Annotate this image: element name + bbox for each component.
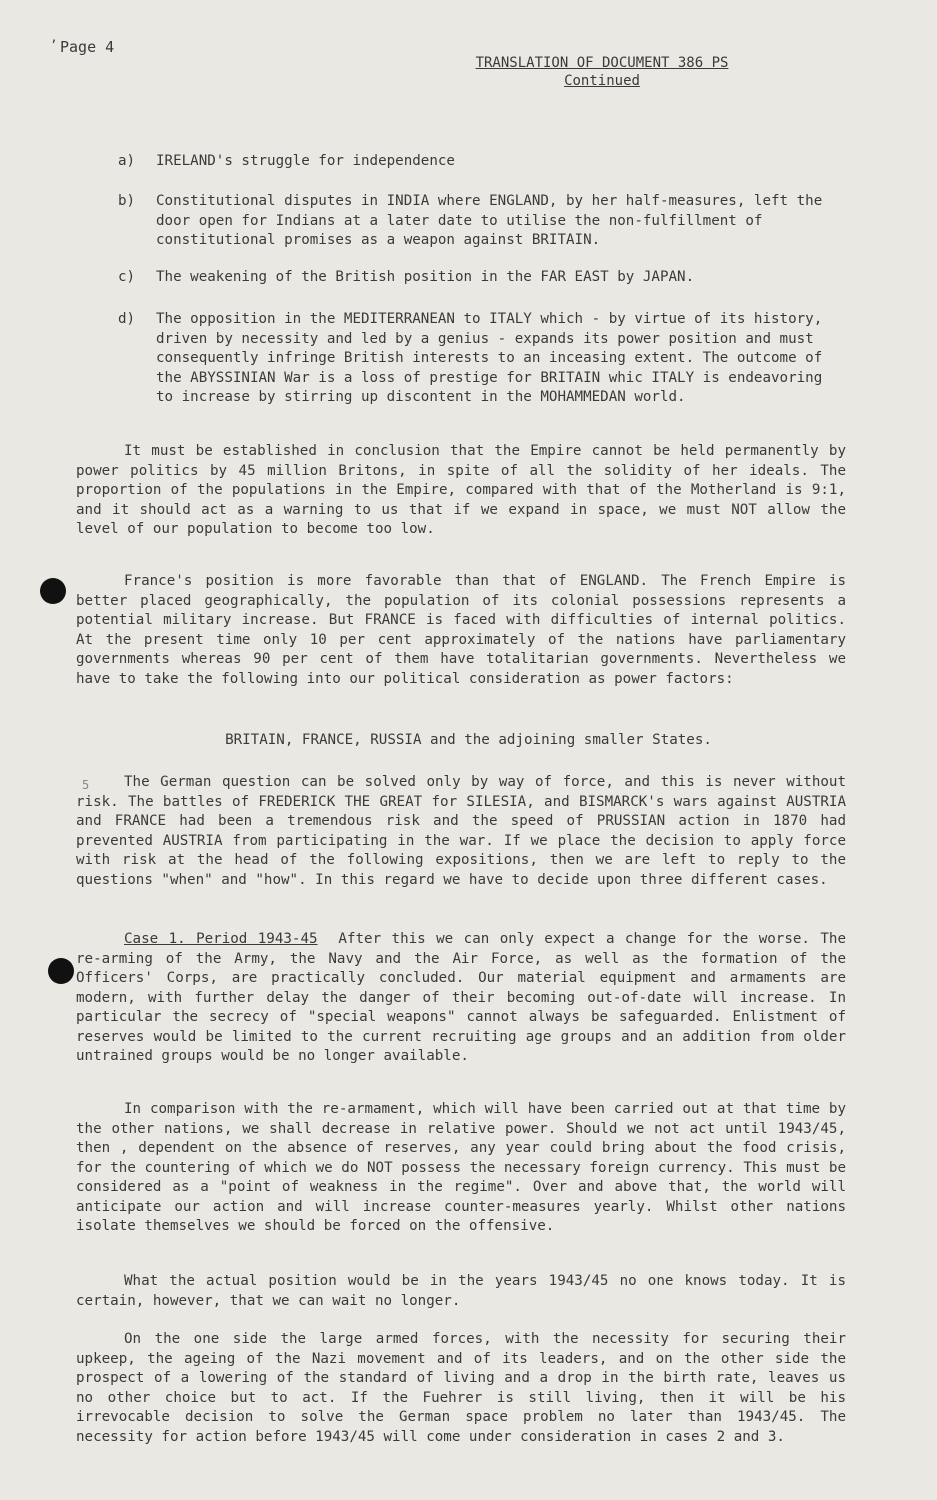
list-item-label: b) bbox=[118, 193, 136, 209]
paragraph-france: France's position is more favorable than that of ENGLAND. The French Empire is better placed geographically, the population of its colonial possessions represents a potential military increase. But FRANCE is faced with difficulties of internal politics. At the present time only 10 per cent approximately of the nations have parliamentary governments whereas 90 per cent of them have totalitarian governments. Nevertheless we have to take the following into our political consideration as power factors: bbox=[76, 573, 846, 687]
header-title: TRANSLATION OF DOCUMENT 386 PS bbox=[475, 55, 729, 71]
paragraph-actual-position: What the actual position would be in the years 1943/45 no one knows today. It is certain, however, that we can wait no longer. bbox=[76, 1273, 846, 1309]
case-1-heading: Case 1. Period 1943-45 bbox=[124, 931, 318, 947]
punch-hole-icon bbox=[48, 958, 74, 984]
paragraph-comparison: In comparison with the re-armament, which will have been carried out at that time by the other nations, we shall decrease in relative power. Should we not act until 1943/45, then , dependent on the absence of reserves, any year could bring about the food crisis, for the countering of which we do NOT possess the necessary foreign currency. This must be considered as a "point of weakness in the regime". Over and above that, the world will anticipate our action and will increase counter-measures yearly. Whilst other nations isolate themselves we should be forced on the offensive. bbox=[76, 1101, 846, 1234]
list-item-text: Constitutional disputes in INDIA where ENGLAND, by her half-measures, left the door open for Indians at a later date to utilise the non-fulfillment of constitutional promises as a weapon against BRITAIN. bbox=[156, 193, 823, 248]
list-item-text: The opposition in the MEDITERRANEAN to ITALY which - by virtue of its history, driven by necessity and led by a genius - expands its power position and must consequently infringe British interests to an inceasing extent. The outcome of the ABYSSINIAN War is a loss of prestige for BRITAIN whic ITALY is endeavoring to increase by stirring up discontent in the MOHAMMEDAN world. bbox=[156, 311, 823, 405]
document-header bbox=[452, 54, 752, 90]
paragraph-empire: It must be established in conclusion that the Empire cannot be held permanently by power politics by 45 million Britons, in spite of all the solidity of her ideals. The proportion of the populations in the Empire, compared with that of the Motherland is 9:1, and it should act as a warning to us that if we expand in space, we must NOT allow the level of our population to become too low. bbox=[76, 443, 846, 537]
punch-hole-icon bbox=[40, 578, 66, 604]
stray-mark-icon: ’ bbox=[50, 38, 58, 52]
case-1-text: After this we can only expect a change for the worse. The re-arming of the Army, the Navy and the Air Force, as well as the formation of the Officers' Corps, are practically concluded. Our material equipment and armaments are modern, with further delay the danger of their becoming out-of-date will increase. In particular the secrecy of "special weapons" cannot always be safeguarded. Enlistment of reserves would be limited to the current recruiting age groups and an addition from older untrained groups would be no longer available. bbox=[76, 931, 846, 1064]
margin-mark: 5 bbox=[82, 778, 90, 792]
list-item-label: c) bbox=[118, 269, 136, 285]
header-subtitle: Continued bbox=[564, 73, 640, 89]
page-number-text: Page 4 bbox=[60, 38, 115, 56]
power-factors-line: BRITAIN, FRANCE, RUSSIA and the adjoining smaller States. bbox=[225, 732, 712, 748]
list-item-text: The weakening of the British position in the FAR EAST by JAPAN. bbox=[156, 269, 695, 285]
page-number bbox=[50, 38, 115, 56]
paragraph-one-side: On the one side the large armed forces, with the necessity for securing their upkeep, the ageing of the Nazi movement and of its leaders, and on the other side the prospect of a lowering of the standard of living and a drop in the birth rate, leaves us no other choice but to act. If the Fuehrer is still living, then it will be his irrevocable decision to solve the German space problem no later than 1943/45. The necessity for action before 1943/45 will come under consideration in cases 2 and 3. bbox=[76, 1331, 846, 1445]
paragraph-german-question: The German question can be solved only by way of force, and this is never without risk. The battles of FREDERICK THE GREAT for SILESIA, and BISMARCK's wars against AUSTRIA and FRANCE had been a tremendous risk and the speed of PRUSSIAN action in 1870 had prevented AUSTRIA from participating in the war. If we place the decision to apply force with risk at the head of the following expositions, then we are left to reply to the questions "when" and "how". In this regard we have to decide upon three different cases. bbox=[76, 774, 846, 888]
list-item-label: a) bbox=[118, 153, 136, 169]
list-item-label: d) bbox=[118, 311, 136, 327]
list-item-text: IRELAND's struggle for independence bbox=[156, 153, 455, 169]
paragraph-case-1 bbox=[76, 930, 846, 1067]
